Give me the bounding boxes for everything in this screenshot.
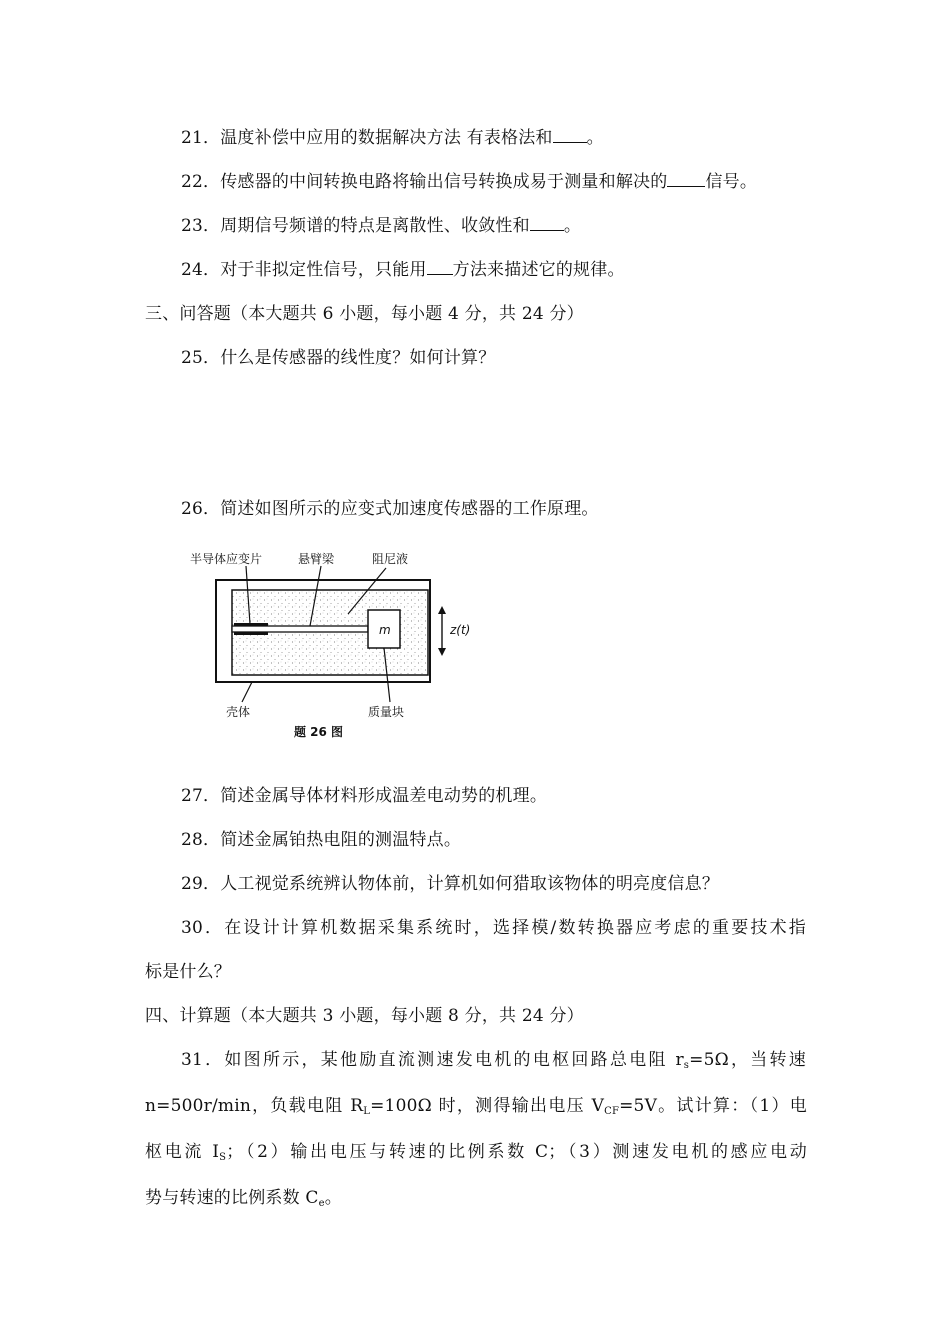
- answer-blank: [667, 170, 705, 187]
- question-28: 28．简述金属铂热电阻的测温特点。: [181, 830, 462, 850]
- label-housing: 壳体: [226, 705, 251, 719]
- label-cantilever: 悬臂梁: [298, 552, 335, 566]
- question-23: 23．周期信号频谱的特点是离散性、收敛性和 。: [181, 216, 582, 236]
- label-mass: 质量块: [368, 705, 405, 719]
- question-22: 22．传感器的中间转换电路将输出信号转换成易于测量和解决的 信号。: [181, 172, 758, 192]
- question-27: 27．简述金属导体材料形成温差电动势的机理。: [181, 786, 548, 806]
- label-strain-gauge: 半导体应变片: [190, 552, 263, 566]
- leader-housing: [242, 682, 252, 702]
- question-30-line1: 30．在设计计算机数据采集系统时，选择模/数转换器应考虑的重要技术指: [181, 918, 806, 938]
- accelerometer-figure: [186, 542, 486, 742]
- answer-blank: [553, 126, 587, 143]
- question-24: 24．对于非拟定性信号，只能用 方法来描述它的规律。: [181, 260, 625, 280]
- answer-blank: [427, 258, 453, 275]
- answer-blank: [530, 214, 564, 231]
- question-21: 21．温度补偿中应用的数据解决方法 有表格法和 。: [181, 128, 604, 148]
- figure-caption: 题 26 图: [294, 725, 344, 739]
- question-30-line2: 标是什么？: [145, 962, 231, 982]
- section-4-heading: 四、计算题（本大题共 3 小题，每小题 8 分，共 24 分）: [145, 1006, 584, 1026]
- cantilever-beam: [232, 626, 368, 632]
- question-31-line1: 31．如图所示，某他励直流测速发电机的电枢回路总电阻 $r_s=5\Omega$，当转速: [181, 1050, 806, 1071]
- question-29: 29．人工视觉系统辨认物体前，计算机如何猎取该物体的明亮度信息？: [181, 874, 720, 894]
- question-31-line4: 势与转速的比例系数 $C_e$。: [145, 1188, 342, 1209]
- question-26: 26．简述如图所示的应变式加速度传感器的工作原理。: [181, 499, 599, 519]
- question-31-line3: 枢电流 $I_S$；（2）输出电压与转速的比例系数 C；（3）测速发电机的感应电动: [145, 1142, 807, 1163]
- mass-symbol: m: [379, 623, 391, 637]
- question-31-line2: n=500r/min，负载电阻 $R_L=100\Omega$ 时，测得输出电压 $V_{CF}=5V$。试计算：（1）电: [145, 1096, 807, 1117]
- label-damping-fluid: 阻尼液: [372, 552, 409, 566]
- displacement-arrow-up-icon: [438, 606, 446, 614]
- displacement-arrow-down-icon: [438, 648, 446, 656]
- strain-gauge-bottom: [234, 632, 268, 636]
- label-displacement: z(t): [450, 623, 471, 637]
- question-25: 25．什么是传感器的线性度？如何计算？: [181, 348, 496, 368]
- section-3-heading: 三、问答题（本大题共 6 小题，每小题 4 分，共 24 分）: [145, 304, 584, 324]
- strain-gauge-top: [234, 623, 268, 627]
